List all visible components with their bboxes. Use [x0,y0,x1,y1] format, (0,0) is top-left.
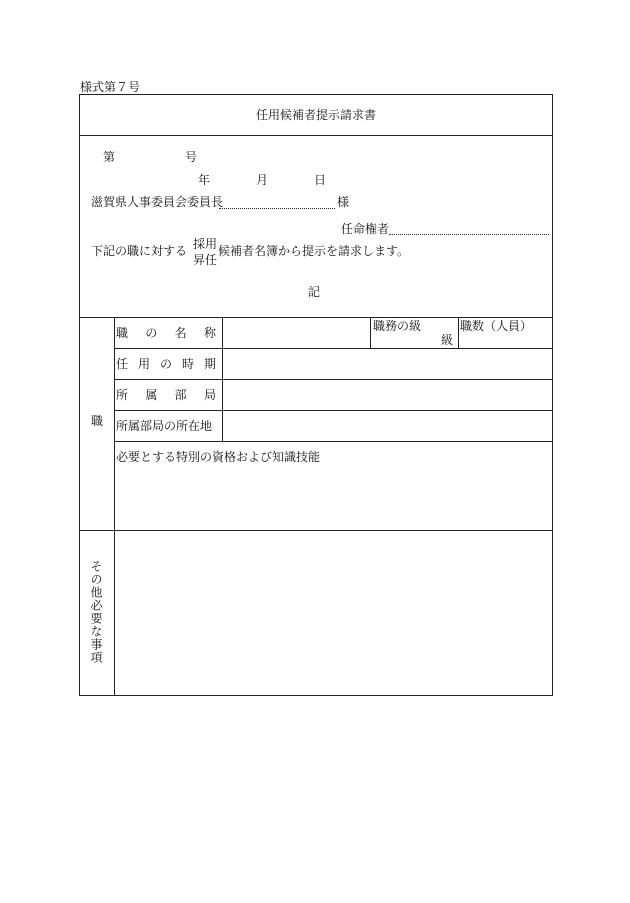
appointment-period-label [116,358,216,370]
department-char: 属 [145,388,158,402]
form-title: 任用候補者提示請求書 [255,108,376,122]
row-divider [115,410,552,411]
request-suffix: 候補者名簿から提示を請求します。 [218,244,410,258]
form-number: 様式第７号 [80,80,141,94]
rank-column-divider [370,317,371,348]
addressee: 滋賀県人事委員会委員長 [91,195,224,209]
job-side-label: 職 [91,414,104,428]
request-option-hire: 採用 [193,237,218,251]
job-name-char: 称 [203,326,216,340]
label-column-divider [114,317,115,695]
number-go: 号 [185,150,198,164]
other-matters-label: その他必要な事項 [89,560,103,664]
count-column-divider [458,317,459,348]
department-char: 所 [116,388,129,402]
request-prefix: 下記の職に対する [91,244,188,258]
row-divider [115,379,552,380]
job-name-label [116,327,216,339]
period-char: 期 [203,357,216,371]
period-char: 用 [137,357,150,371]
period-char: の [159,357,172,371]
job-name-char: 名 [174,326,187,340]
job-rank-unit: 級 [441,333,454,347]
row-divider [115,348,552,349]
department-label [116,389,216,401]
date-year: 年 [198,173,211,187]
department-location-label: 所属部局の所在地 [116,419,213,433]
ki-heading: 記 [308,285,321,299]
row-divider [115,441,552,442]
job-rank-label: 職務の級 [373,319,422,333]
period-char: 時 [181,357,194,371]
addressee-name-line [219,208,335,209]
period-char: 任 [116,357,129,371]
header-divider [80,317,552,318]
qualifications-label: 必要とする特別の資格および知識技能 [116,450,321,464]
job-name-char: 職 [116,326,129,340]
section-divider [80,530,552,531]
department-char: 部 [174,388,187,402]
number-dai: 第 [103,150,116,164]
job-name-char: の [145,326,158,340]
title-divider [80,135,552,136]
authority-label: 任命権者 [341,222,390,236]
job-count-label: 職数（人員） [460,319,533,333]
request-option-promotion: 昇任 [193,253,218,267]
department-char: 局 [203,388,216,402]
date-month: 月 [256,173,269,187]
date-day: 日 [314,173,327,187]
authority-name-line [389,234,549,235]
addressee-sama: 様 [337,195,350,209]
